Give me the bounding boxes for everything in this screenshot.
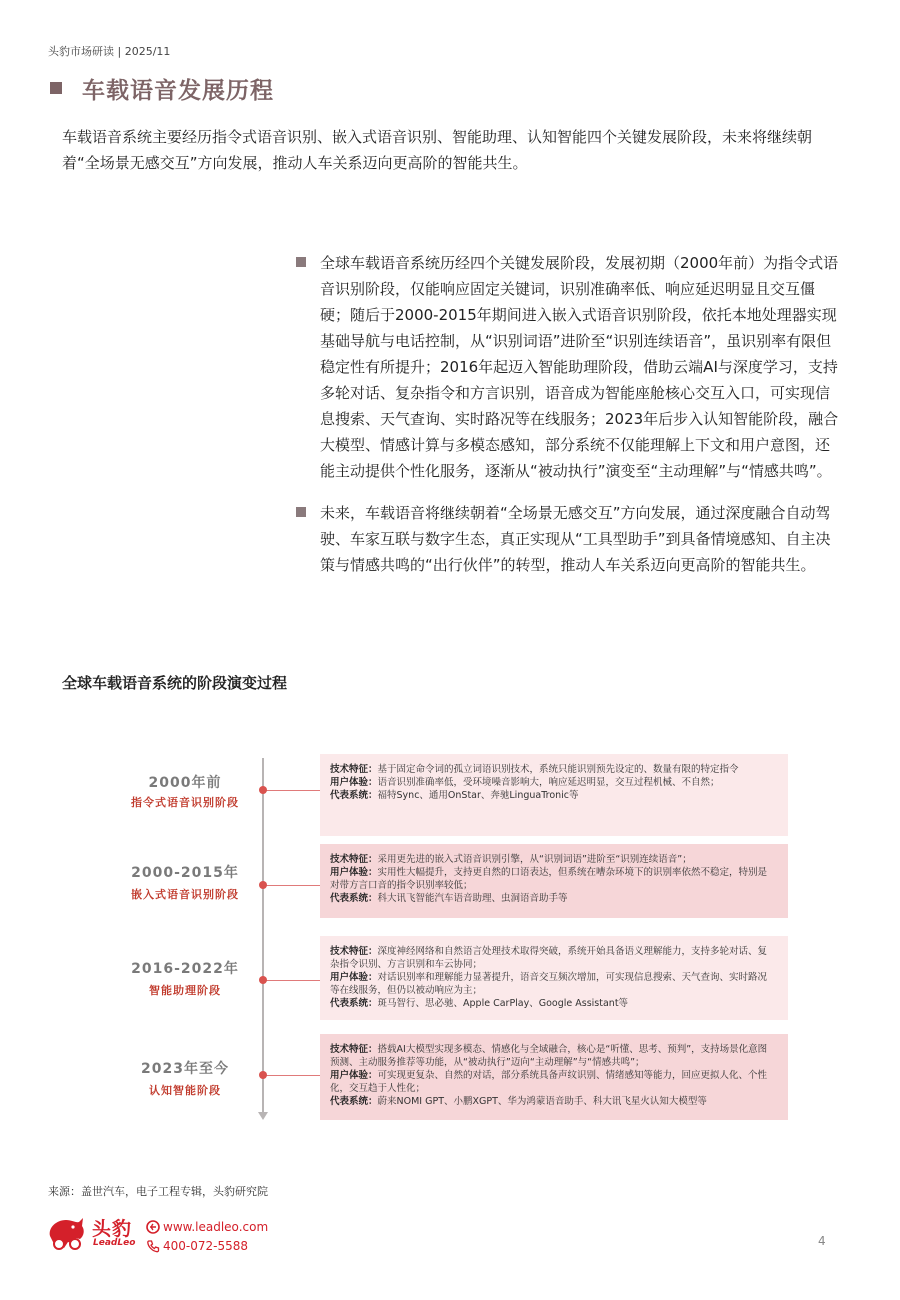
stage-timeline — [0, 740, 900, 1130]
bullet-item — [296, 250, 844, 484]
system-label: 代表系统： — [330, 893, 378, 904]
phone-icon — [146, 1239, 160, 1253]
phone-number[interactable]: 400-072-5588 — [163, 1239, 249, 1253]
stage-card — [320, 844, 788, 918]
title-marker-square — [50, 82, 62, 94]
tech-text: 采用更先进的嵌入式语音识别引擎，从“识别词语”进阶至“识别连续语音”； — [377, 854, 692, 865]
stage-name: 智能助理阶段 — [149, 984, 221, 997]
system-text: 科大讯飞智能汽车语音助理、虫洞语音助手等 — [377, 893, 568, 904]
ux-text: 对话识别率和理解能力显著提升，语音交互频次增加，可实现信息搜索、天气查询、实时路况等在线服务，但仍以被动响应为主； — [330, 972, 768, 996]
page-number: 4 — [818, 1234, 826, 1248]
brand-name-en: LeadLeo — [93, 1238, 136, 1248]
source-note: 来源：盖世汽车，电子工程专辑，头豹研究院 — [48, 1185, 268, 1198]
header-meta: 头豹市场研读 | 2025/11 — [48, 45, 171, 58]
tech-text: 搭载AI大模型实现多模态、情感化与全域融合，核心是“听懂、思考、预判”，支持场景化意图预测、主动服务推荐等功能，从“被动执行”迈向“主动理解”与“情感共鸣”； — [330, 1044, 768, 1068]
ux-text: 语音识别准确率低，受环境噪音影响大，响应延迟明显，交互过程机械、不自然； — [377, 777, 720, 788]
ux-label: 用户体验： — [330, 777, 378, 788]
system-label: 代表系统： — [330, 1096, 378, 1107]
stage-year: 2000-2015年 — [131, 865, 239, 881]
leadleo-leopard-logo-icon — [46, 1214, 86, 1252]
brand-name-cn: 头豹 — [92, 1218, 133, 1240]
ux-label: 用户体验： — [330, 867, 378, 878]
bullet-text: 未来，车载语音将继续朝着“全场景无感交互”方向发展，通过深度融合自动驾驶、车家互联与数字生态，真正实现从“工具型助手”到具备情境感知、自主决策与情感共鸣的“出行伙伴”的转型，推动人车关系迈向更高阶的智能共生。 — [320, 504, 831, 574]
bullet-item — [296, 500, 844, 578]
bullet-list — [296, 250, 844, 594]
stage-card — [320, 754, 788, 836]
stage-card — [320, 936, 788, 1020]
website-link[interactable]: www.leadleo.com — [163, 1220, 269, 1234]
ux-label: 用户体验： — [330, 972, 378, 983]
system-text: 斑马智行、思必驰、Apple CarPlay、Google Assistant等 — [377, 998, 629, 1009]
system-text: 福特Sync、通用OnStar、奔驰LinguaTronic等 — [377, 790, 579, 801]
timeline-connector — [263, 980, 320, 981]
system-label: 代表系统： — [330, 790, 378, 801]
stage-card — [320, 1034, 788, 1120]
chart-title: 全球车载语音系统的阶段演变过程 — [62, 674, 288, 692]
tech-label: 技术特征： — [330, 946, 378, 957]
web-link-icon — [146, 1220, 160, 1234]
stage-name: 嵌入式语音识别阶段 — [131, 888, 239, 901]
stage-name: 认知智能阶段 — [149, 1084, 221, 1097]
stage-year: 2016-2022年 — [131, 961, 239, 977]
tech-text: 基于固定命令词的孤立词语识别技术，系统只能识别预先设定的、数量有限的特定指令 — [377, 764, 739, 775]
bullet-square-icon — [296, 507, 306, 517]
stage-year: 2023年至今 — [141, 1061, 229, 1077]
system-text: 蔚来NOMI GPT、小鹏XGPT、华为鸿蒙语音助手、科大讯飞星火认知大模型等 — [377, 1096, 707, 1107]
stage-name: 指令式语音识别阶段 — [131, 796, 239, 809]
page-title: 车载语音发展历程 — [82, 78, 274, 104]
tech-label: 技术特征： — [330, 1044, 378, 1055]
ux-label: 用户体验： — [330, 1070, 378, 1081]
bullet-square-icon — [296, 257, 306, 267]
tech-label: 技术特征： — [330, 854, 378, 865]
system-label: 代表系统： — [330, 998, 378, 1009]
tech-label: 技术特征： — [330, 764, 378, 775]
intro-paragraph: 车载语音系统主要经历指令式语音识别、嵌入式语音识别、智能助理、认知智能四个关键发展阶段，未来将继续朝着“全场景无感交互”方向发展，推动人车关系迈向更高阶的智能共生。 — [62, 128, 813, 172]
ux-text: 实用性大幅提升，支持更自然的口语表达，但系统在嘈杂环境下的识别率依然不稳定，特别是对带方言口音的指令识别率较低； — [330, 867, 768, 891]
ux-text: 可实现更复杂、自然的对话，部分系统具备声纹识别、情绪感知等能力，回应更拟人化、个性化，交互趋于人性化； — [330, 1070, 768, 1094]
bullet-text: 全球车载语音系统历经四个关键发展阶段，发展初期（2000年前）为指令式语音识别阶段，仅能响应固定关键词，识别准确率低、响应延迟明显且交互僵硬；随后于2000-2015年期间进入嵌入式语音识别阶段，依托本地处理器实现基础导航与电话控制，从“识别词语”进阶至“识别连续语音”，虽识别率有限但稳定性有所提升；2016年起迈入智能助理阶段，借助云端AI与深度学习，支持多轮对话、复杂指令和方言识别，语音成为智能座舱核心交互入口，可实现信息搜索、天气查询、实时路况等在线服务；2023年后步入认知智能阶段，融合大模型、情感计算与多模态感知，部分系统不仅能理解上下文和用户意图，还能主动提供个性化服务，逐渐从“被动执行”演变至“主动理解”与“情感共鸣”。 — [320, 254, 839, 480]
tech-text: 深度神经网络和自然语言处理技术取得突破，系统开始具备语义理解能力，支持多轮对话、复杂指令识别、方言识别和车云协同； — [330, 946, 768, 970]
stage-year: 2000年前 — [148, 775, 222, 791]
timeline-arrow-icon — [258, 1112, 268, 1120]
